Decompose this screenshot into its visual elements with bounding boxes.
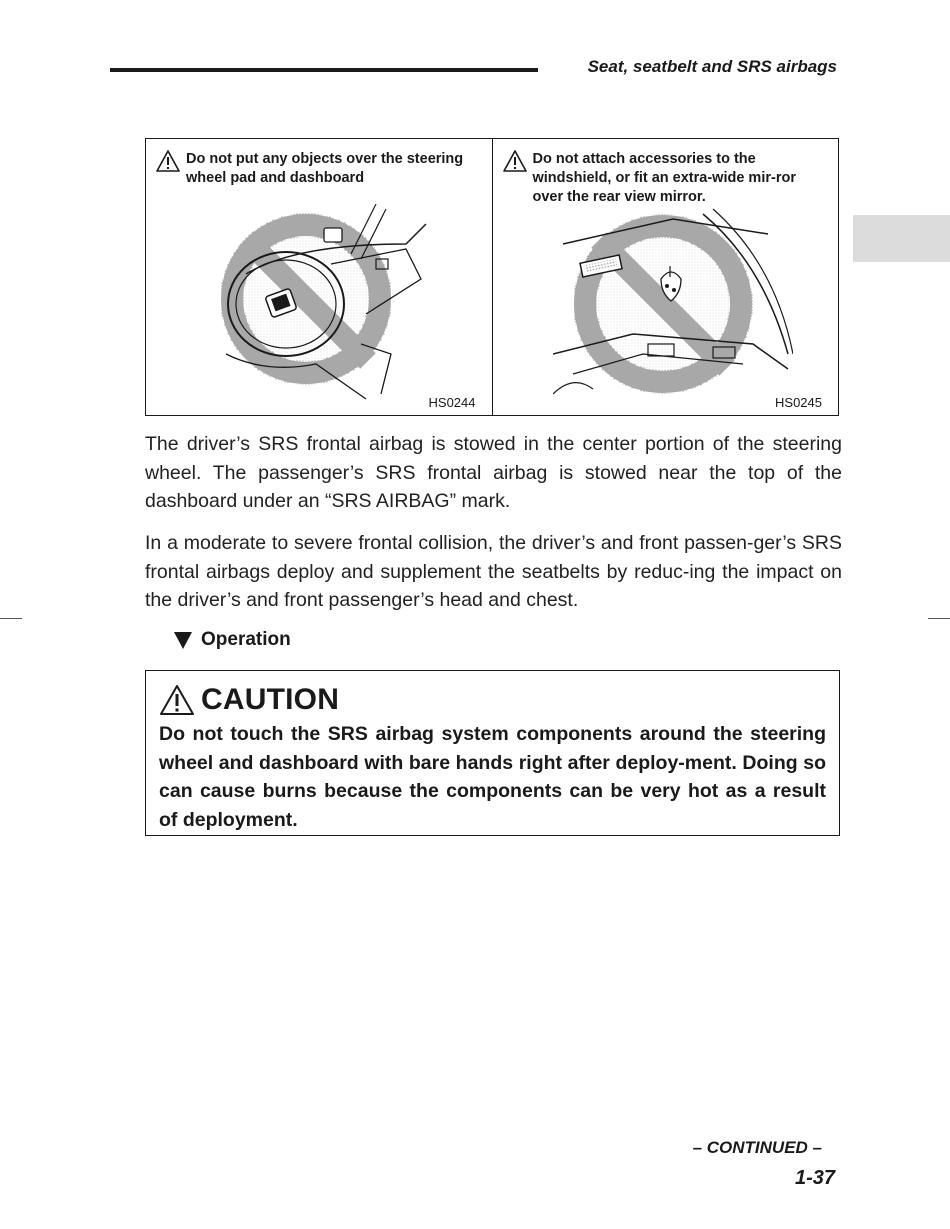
chapter-side-tab xyxy=(853,215,950,262)
section-heading xyxy=(174,629,291,651)
windshield-mirror-prohibited-illustration xyxy=(553,204,793,409)
figure-caption-text: Do not put any objects over the steering wheel pad and dashboard xyxy=(186,151,464,186)
figure-caption xyxy=(503,150,823,207)
figure-code: HS0244 xyxy=(428,395,476,410)
warning-triangle-icon xyxy=(503,150,527,172)
figure-caption-text: Do not attach accessories to the windshield, or fit an extra-wide mir-ror over the rear view mirror. xyxy=(532,151,796,205)
figure-panel-windshield xyxy=(492,139,839,415)
header-rule xyxy=(110,68,538,72)
caution-header xyxy=(159,683,826,717)
caution-text: Do not touch the SRS airbag system components around the steering wheel and dashboard with bare hands right after deploy-ment. Doing so can cause burns because the components can be very hot as a result of deployment. xyxy=(159,723,826,831)
figure-panel-steering-wheel xyxy=(146,139,492,415)
figure-code: HS0245 xyxy=(775,395,822,410)
warning-triangle-icon xyxy=(156,150,180,172)
steering-wheel-prohibited-illustration xyxy=(206,204,446,409)
body-paragraph: In a moderate to severe frontal collision, the driver’s and front passen-ger’s SRS frontal airbags deploy and supplement the seatbelts by reduc-ing the impact on the driver’s and front passenger’s head and chest. xyxy=(145,532,842,611)
page-number: 1-37 xyxy=(794,1167,835,1189)
crop-mark-left xyxy=(0,618,22,619)
crop-mark-right xyxy=(928,618,950,619)
figure-box xyxy=(145,138,839,416)
warning-triangle-icon xyxy=(159,684,195,716)
figure-caption xyxy=(156,150,476,188)
body-paragraph: The driver’s SRS frontal airbag is stowed in the center portion of the steering wheel. The passenger’s SRS frontal airbag is stowed near the top of the dashboard under an “SRS AIRBAG” mark. xyxy=(145,433,842,512)
section-header-title: Seat, seatbelt and SRS airbags xyxy=(587,57,837,76)
caution-box xyxy=(145,670,840,836)
triangle-down-icon xyxy=(174,632,192,649)
caution-title: CAUTION xyxy=(201,683,340,716)
section-heading-text: Operation xyxy=(201,629,291,650)
continued-label: – CONTINUED – xyxy=(692,1138,822,1157)
